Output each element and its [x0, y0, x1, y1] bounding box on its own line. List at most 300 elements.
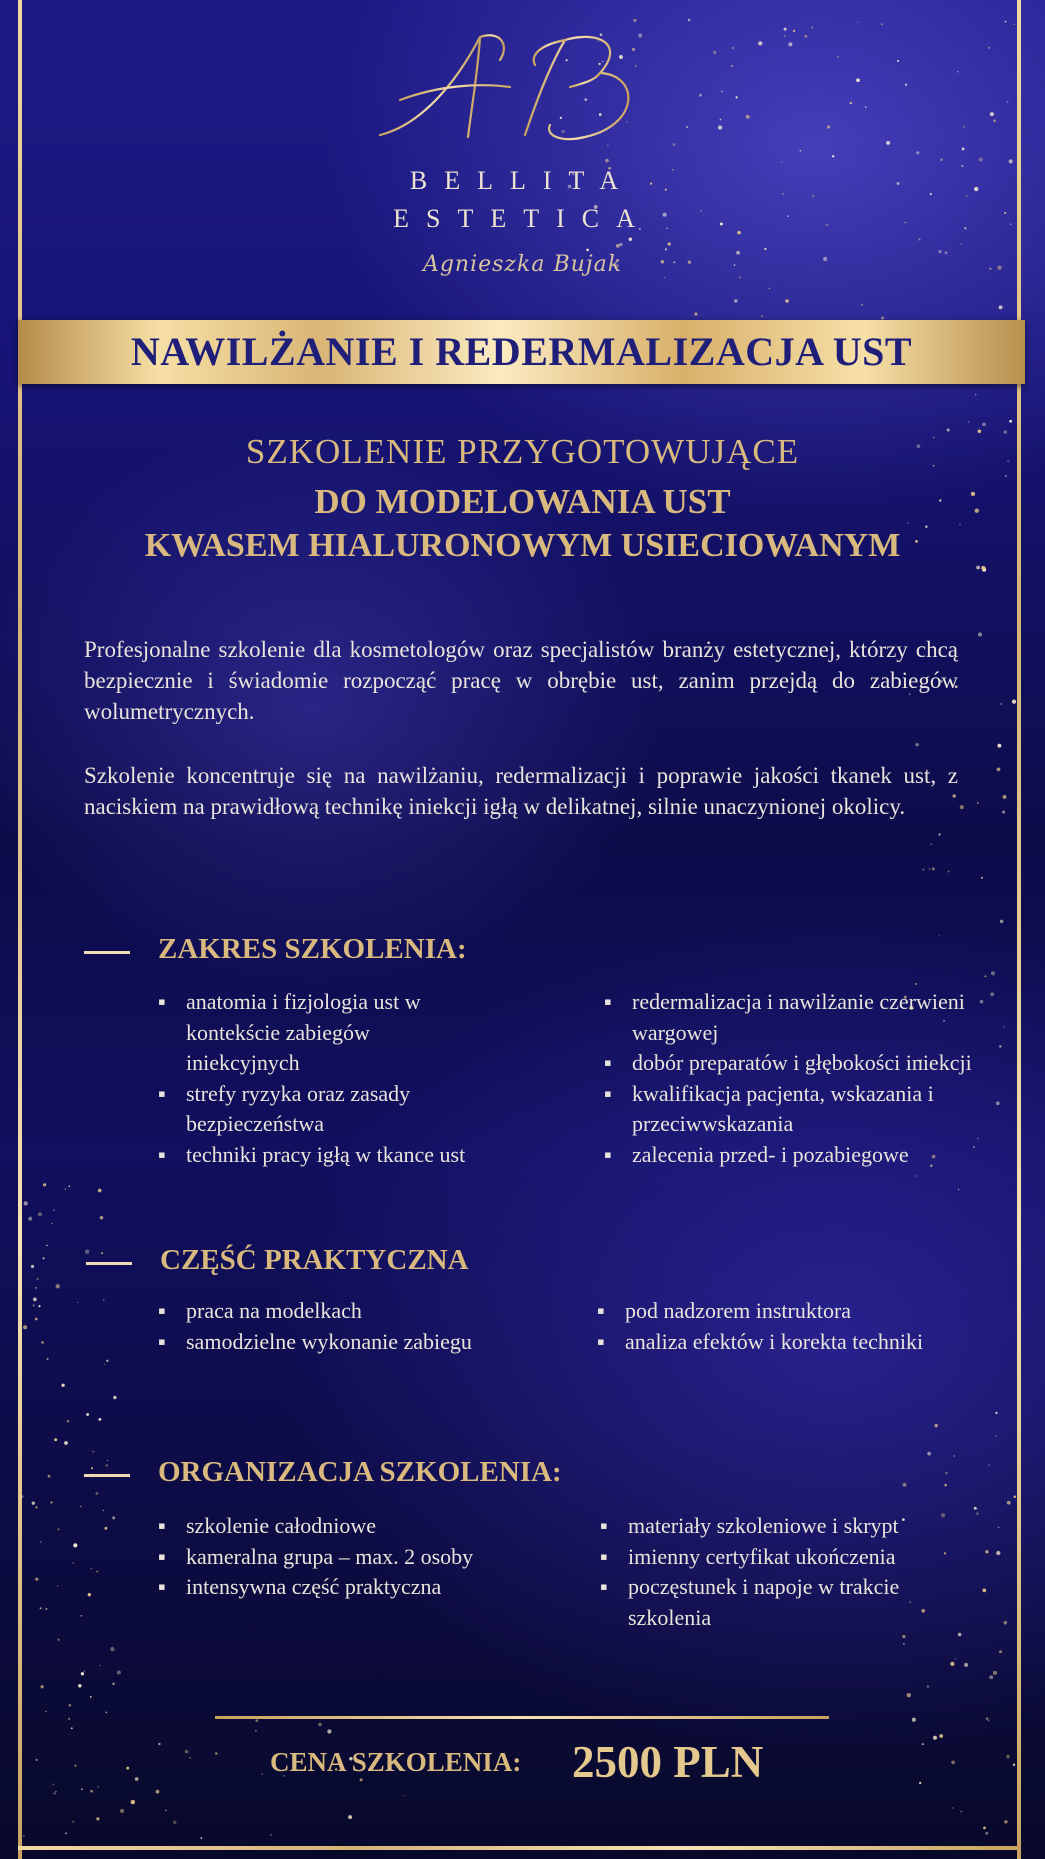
sparkle — [950, 1662, 954, 1666]
sparkle — [977, 802, 979, 804]
sparkle — [46, 1245, 47, 1246]
sparkle — [718, 125, 722, 129]
sparkle — [907, 522, 909, 524]
sparkle — [61, 1384, 64, 1387]
sparkle — [55, 1791, 56, 1792]
sparkle — [922, 1743, 924, 1745]
sparkle — [938, 935, 939, 936]
sparkle — [52, 1783, 54, 1785]
sparkle — [52, 1223, 53, 1224]
sparkle — [962, 148, 965, 151]
sparkle — [189, 1757, 191, 1759]
bullet-icon: ▪ — [604, 1141, 612, 1167]
sparkle — [981, 566, 985, 570]
sparkle — [43, 1257, 45, 1259]
sparkle — [31, 1265, 34, 1268]
sparkle — [982, 1589, 986, 1593]
sparkle — [989, 1675, 993, 1679]
sparkle — [990, 112, 994, 116]
sparkle — [985, 1550, 988, 1553]
sparkle — [788, 42, 792, 46]
sparkle — [98, 1189, 102, 1193]
list-item-text: zalecenia przed- i pozabiegowe — [632, 1141, 909, 1167]
sparkle — [23, 1835, 24, 1836]
title-banner — [18, 320, 1025, 384]
list-item-text: pod nadzorem instruktora — [625, 1298, 852, 1323]
sparkle — [963, 126, 965, 128]
sparkle — [50, 1501, 52, 1503]
sparkle — [720, 119, 722, 121]
sparkle — [38, 1305, 40, 1307]
sparkle — [95, 1492, 98, 1495]
sparkle — [939, 1734, 943, 1738]
sparkle — [952, 1807, 953, 1808]
sparkle — [38, 1212, 42, 1216]
sparkle — [881, 23, 883, 25]
subtitle-line3: KWASEM HIALURONOWYM USIECIOWANYM — [144, 527, 901, 564]
bullet-icon: ▪ — [604, 1080, 612, 1106]
sparkle — [1000, 703, 1001, 704]
sparkle — [619, 243, 622, 246]
list-item-text: kameralna grupa – max. 2 osoby — [186, 1543, 474, 1569]
sparkle — [67, 1420, 70, 1423]
sparkle — [903, 1483, 907, 1487]
sparkle — [990, 992, 994, 996]
list-item-text: intensywna część praktyczna — [186, 1574, 442, 1599]
sparkle — [784, 35, 786, 37]
list-item — [600, 1542, 970, 1573]
sparkle — [56, 1284, 60, 1288]
sparkle — [997, 768, 1001, 772]
sparkle — [732, 47, 735, 50]
sparkle — [117, 1670, 121, 1674]
section-dash — [84, 1474, 130, 1477]
sparkle — [90, 1696, 92, 1698]
sparkle — [781, 161, 782, 162]
sparkle — [403, 1795, 404, 1796]
price-value: 2500 PLN — [572, 1737, 764, 1787]
sparkle — [907, 1693, 911, 1697]
intro-paragraph-2: Szkolenie koncentruje się na nawilżaniu, redermalizacji i poprawie jakości tkanek ust, z naciskiem na prawidłową technikę iniekcji igłą w delikatnej, silnie unaczynionej okolicy. — [84, 763, 958, 819]
sparkle — [800, 150, 802, 152]
sparkle — [110, 1647, 114, 1651]
sparkle — [983, 1827, 986, 1830]
sparkle — [916, 151, 919, 154]
sparkle — [270, 1834, 272, 1836]
bullet-icon: ▪ — [158, 1141, 166, 1167]
sparkle — [54, 1438, 57, 1441]
sparkle — [72, 1821, 74, 1823]
section-organizacja-title: ORGANIZACJA SZKOLENIA: — [158, 1456, 562, 1488]
list-item-text: imienny certyfikat ukończenia — [628, 1543, 896, 1569]
sparkle — [41, 1341, 44, 1344]
sparkle — [360, 1778, 363, 1781]
list-item — [604, 1079, 974, 1140]
sparkle — [961, 1811, 962, 1812]
sparkle — [1005, 475, 1007, 477]
sparkle — [54, 1210, 55, 1211]
sparkle — [106, 1712, 107, 1713]
sparkle — [104, 1364, 105, 1365]
sparkle — [988, 1464, 990, 1466]
sparkle — [97, 1786, 98, 1787]
sparkle — [919, 1782, 921, 1784]
sparkle — [746, 115, 750, 119]
list-item — [604, 1140, 974, 1171]
sparkle — [978, 632, 982, 636]
list-item — [158, 1572, 578, 1603]
sparkle — [988, 47, 990, 49]
sparkle — [734, 299, 737, 302]
sparkle — [35, 1506, 37, 1508]
gold-frame-bottom — [18, 1846, 1021, 1850]
list-item-text: poczęstunek i napoje w trakcie szkolenia — [628, 1574, 900, 1630]
sparkle — [91, 1467, 93, 1469]
sparkle — [923, 869, 925, 871]
sparkle — [827, 125, 830, 128]
organizacja-list-left — [158, 1511, 578, 1603]
sparkle — [960, 805, 964, 809]
sparkle — [81, 1615, 83, 1617]
sparkle — [968, 421, 969, 422]
sparkle — [987, 1719, 989, 1721]
sparkle — [916, 1175, 917, 1176]
sparkle — [1003, 1026, 1004, 1027]
subtitle-line1: SZKOLENIE PRZYGOTOWUJĄCE — [245, 432, 800, 471]
sparkle — [1007, 1501, 1011, 1505]
sparkle — [86, 1413, 89, 1416]
sparkle — [57, 1638, 60, 1641]
sparkle — [96, 1817, 99, 1820]
sparkle — [120, 1809, 124, 1813]
sparkle — [65, 1189, 66, 1190]
sparkle — [107, 1460, 108, 1461]
sparkle — [976, 566, 980, 570]
list-item — [604, 1048, 974, 1079]
sparkle — [80, 1506, 82, 1508]
sparkle — [101, 1252, 103, 1254]
sparkle — [761, 315, 763, 317]
sparkle — [731, 65, 733, 67]
sparkle — [998, 1527, 1000, 1529]
sparkle — [995, 1412, 997, 1414]
sparkle — [982, 423, 986, 427]
sparkle — [1014, 24, 1015, 25]
brand-name-line2: ESTETICA — [393, 204, 652, 233]
sparkle — [958, 1633, 962, 1637]
brand-name-line1: BELLITA — [409, 166, 636, 195]
sparkle — [68, 1718, 70, 1720]
sparkle — [33, 1298, 37, 1302]
gold-frame-left — [18, 0, 22, 1859]
sparkle — [955, 1658, 957, 1660]
sparkle — [99, 1665, 100, 1666]
sparkle — [954, 1455, 955, 1456]
sparkle — [262, 1774, 263, 1775]
list-item — [158, 1079, 478, 1140]
sparkle — [905, 84, 907, 86]
list-item-text: dobór preparatów i głębokości iniekcji — [632, 1050, 972, 1075]
sparkle — [997, 744, 1001, 748]
list-item-text: samodzielne wykonanie zabiegu — [186, 1328, 472, 1354]
list-item-text: materiały szkoleniowe i skrypt — [628, 1513, 899, 1538]
sparkle — [106, 1360, 108, 1362]
list-item — [600, 1511, 970, 1542]
sparkle — [957, 71, 958, 72]
sparkle — [999, 1045, 1001, 1047]
bullet-icon: ▪ — [158, 1574, 166, 1599]
sparkle — [348, 1815, 352, 1819]
bullet-icon: ▪ — [597, 1328, 605, 1354]
sparkle — [1002, 811, 1005, 814]
sparkle — [185, 1750, 188, 1753]
sparkle — [104, 1527, 107, 1530]
sparkle — [36, 1278, 38, 1280]
sparkle — [99, 1418, 102, 1421]
zakres-list-right — [604, 987, 974, 1170]
sparkle — [71, 1727, 73, 1729]
sparkle — [903, 1643, 905, 1645]
sparkle — [688, 19, 691, 22]
sparkle — [633, 19, 636, 22]
sparkle — [958, 1189, 959, 1190]
sparkle — [931, 844, 932, 845]
price-divider — [215, 1716, 829, 1719]
sparkle — [112, 1516, 115, 1519]
sparkle — [1003, 1621, 1007, 1625]
list-item-text: praca na modelkach — [186, 1298, 362, 1323]
bullet-icon: ▪ — [158, 1080, 166, 1106]
sparkle — [977, 1138, 979, 1140]
sparkle — [912, 1718, 916, 1722]
sparkle — [929, 868, 931, 870]
sparkle — [699, 94, 702, 97]
bullet-icon: ▪ — [600, 1543, 608, 1569]
sparkle — [793, 30, 795, 32]
sparkle — [758, 41, 762, 45]
section-dash — [84, 951, 130, 954]
sparkle — [75, 1765, 77, 1767]
sparkle — [938, 833, 940, 835]
sparkle — [857, 22, 858, 23]
bullet-icon: ▪ — [158, 1543, 166, 1569]
sparkle — [918, 238, 920, 240]
praktyka-list-right — [597, 1296, 1002, 1357]
bullet-icon: ▪ — [158, 989, 166, 1014]
sparkle — [45, 1711, 47, 1713]
sparkle — [1009, 159, 1013, 163]
sparkle — [35, 1578, 38, 1581]
bullet-icon: ▪ — [597, 1298, 605, 1323]
bullet-icon: ▪ — [158, 1298, 166, 1323]
list-item — [597, 1296, 1002, 1327]
sparkle — [81, 1672, 84, 1675]
sparkle — [64, 1441, 68, 1445]
list-item — [158, 1140, 478, 1171]
section-dash — [86, 1262, 132, 1265]
sparkle — [886, 141, 890, 145]
sparkle — [103, 1510, 105, 1512]
sparkle — [96, 1571, 98, 1573]
section-praktyka-title: CZĘŚĆ PRAKTYCZNA — [160, 1244, 469, 1276]
sparkle — [1012, 699, 1016, 703]
sparkle — [975, 394, 976, 395]
sparkle — [897, 60, 899, 62]
sparkle — [586, 249, 589, 252]
subtitle-line2: DO MODELOWANIA UST — [314, 482, 731, 521]
sparkle — [92, 1451, 94, 1453]
sparkle — [902, 1635, 905, 1638]
list-item — [158, 1542, 578, 1573]
sparkle — [88, 1593, 91, 1596]
sparkle — [964, 1663, 968, 1667]
bullet-icon: ▪ — [158, 1513, 166, 1538]
sparkle — [69, 1704, 72, 1707]
sparkle — [33, 1304, 35, 1306]
sparkle — [112, 1682, 115, 1685]
list-item-text: strefy ryzyka oraz zasady bezpieczeństwa — [186, 1080, 411, 1136]
sparkle — [940, 158, 943, 161]
sparkle — [805, 35, 808, 38]
list-item — [600, 1572, 970, 1633]
sparkle — [255, 1719, 258, 1722]
signature: Agnieszka Bujak — [422, 252, 623, 277]
sparkle — [985, 1832, 988, 1835]
list-item-text: analiza efektów i korekta techniki — [625, 1328, 924, 1354]
bullet-icon: ▪ — [158, 1328, 166, 1354]
sparkle — [991, 971, 995, 975]
sparkle — [215, 1752, 218, 1755]
sparkle — [32, 1502, 35, 1505]
price-label: CENA SZKOLENIA: — [270, 1747, 522, 1777]
sparkle — [327, 1729, 331, 1733]
sparkle — [856, 78, 860, 82]
sparkle — [1013, 1764, 1016, 1767]
list-item — [158, 1327, 558, 1358]
bullet-icon: ▪ — [604, 1050, 612, 1075]
sparkle — [173, 1821, 176, 1824]
sparkle — [85, 1250, 89, 1254]
sparkle — [785, 299, 788, 302]
sparkle — [668, 242, 671, 245]
praktyka-list-left — [158, 1296, 558, 1357]
bullet-icon: ▪ — [600, 1574, 608, 1599]
sparkle — [980, 1000, 984, 1004]
sparkle — [865, 106, 867, 108]
sparkle — [686, 126, 688, 128]
sparkle — [48, 1475, 51, 1478]
sparkle — [947, 870, 949, 872]
sparkle — [47, 1358, 49, 1360]
sparkle — [999, 1650, 1002, 1653]
list-item-text: szkolenie całodniowe — [186, 1513, 376, 1538]
sparkle — [944, 1484, 947, 1487]
sparkle — [57, 1585, 58, 1586]
sparkle — [996, 1101, 1000, 1105]
list-item-text: techniki pracy igłą w tkance ust — [186, 1141, 466, 1167]
sparkle — [1014, 1496, 1017, 1499]
sparkle — [850, 102, 852, 104]
sparkle — [255, 1730, 257, 1732]
sparkle — [927, 1452, 931, 1456]
sparkle — [915, 983, 917, 985]
bullet-icon: ▪ — [600, 1513, 608, 1538]
sparkle — [694, 313, 697, 316]
sparkle — [927, 1685, 929, 1687]
sparkle — [764, 248, 766, 250]
sparkle — [976, 1508, 978, 1510]
sparkle — [932, 867, 935, 870]
sparkle — [1000, 920, 1004, 924]
sparkle — [961, 243, 962, 244]
list-item — [158, 1296, 558, 1327]
zakres-list-left — [158, 987, 478, 1170]
sparkle — [131, 1800, 135, 1804]
bullet-icon: ▪ — [604, 989, 612, 1014]
sparkle — [1005, 21, 1007, 23]
intro-paragraph-1: Profesjonalne szkolenie dla kosmetologów oraz specjalistów branży estetycznej, którzy chcą bezpiecznie i świadomie rozpocząć pracę w obrębie ust, zanim przejdą do zabiegów wolumetrycznych. — [84, 637, 958, 724]
sparkle — [165, 1809, 167, 1811]
sparkle — [996, 1551, 1000, 1555]
sparkle — [1004, 1820, 1007, 1823]
sparkle — [40, 1685, 43, 1688]
sparkle — [35, 1287, 37, 1289]
sparkle — [1003, 795, 1007, 799]
list-item — [158, 1511, 578, 1542]
sparkle — [57, 1528, 59, 1530]
sparkle — [126, 1767, 129, 1770]
sparkle — [156, 1790, 160, 1794]
sparkle — [81, 1788, 83, 1790]
organizacja-list-right — [600, 1511, 970, 1633]
sparkle — [934, 1424, 937, 1427]
sparkle — [837, 56, 839, 58]
sparkle — [100, 1216, 104, 1220]
sparkle — [135, 1777, 139, 1781]
sparkle — [951, 1761, 955, 1765]
sparkle — [736, 96, 738, 98]
sparkle — [861, 304, 863, 306]
sparkle — [28, 1217, 32, 1221]
sparkle — [665, 248, 667, 250]
sparkle — [113, 1396, 116, 1399]
list-item — [597, 1327, 1002, 1358]
sparkle — [915, 743, 918, 746]
list-item-text: anatomia i fizjologia ust w kontekście zabiegów iniekcyjnych — [186, 989, 421, 1075]
sparkle — [999, 305, 1003, 309]
sparkle — [35, 1318, 38, 1321]
list-item-text: kwalifikacja pacjenta, wskazania i przeciwwskazania — [632, 1080, 934, 1136]
sparkle — [23, 1325, 27, 1329]
sparkle — [40, 1607, 42, 1609]
sparkle — [986, 1717, 988, 1719]
sparkle — [1007, 101, 1008, 102]
sparkle — [616, 244, 620, 248]
sparkle — [78, 1684, 81, 1687]
sparkle — [959, 524, 961, 526]
sparkle — [84, 1670, 86, 1672]
sparkle — [832, 155, 834, 157]
sparkle — [713, 51, 716, 54]
sparkle — [721, 90, 723, 92]
sparkle — [993, 1671, 997, 1675]
sparkle — [45, 1608, 47, 1610]
sparkle — [90, 1790, 93, 1793]
sparkle — [984, 975, 986, 977]
sparkle — [605, 159, 609, 163]
sparkle — [1006, 1755, 1010, 1759]
sparkle — [945, 1472, 948, 1475]
